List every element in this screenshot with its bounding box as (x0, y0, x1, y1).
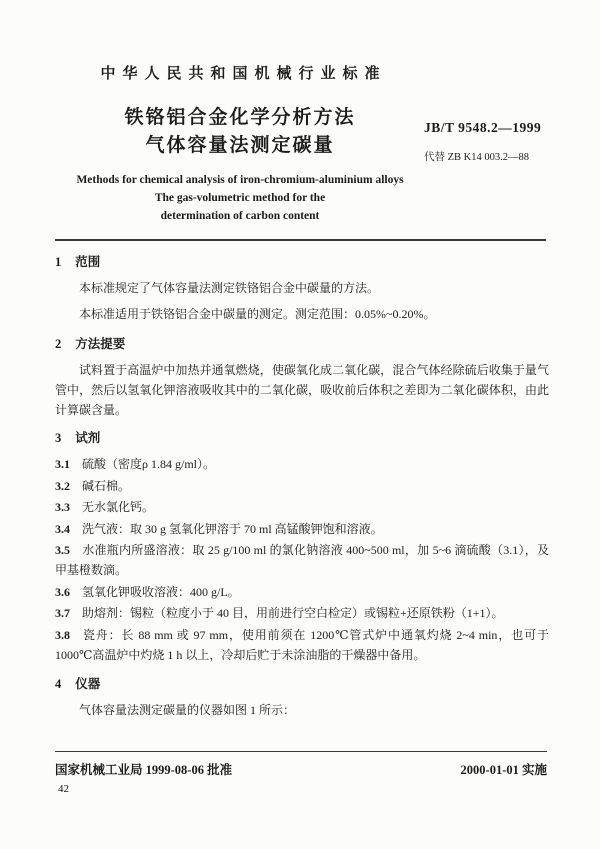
reagent-item (55, 476, 549, 496)
section-number: 1 (55, 255, 62, 269)
reagent-item (55, 625, 549, 665)
title-en-line2: The gas-volumetric method for the (154, 192, 326, 204)
title-en-line1: Methods for chemical analysis of iron-chromium-aluminium alloys (76, 174, 404, 186)
title-zh-line1: 铁铬铝合金化学分析方法 (124, 107, 356, 128)
reagent-item (55, 582, 549, 602)
item-text: 硫酸（密度ρ 1.84 g/ml）。 (82, 457, 215, 471)
reagent-item (55, 454, 549, 474)
section-number: 3 (55, 431, 62, 445)
item-number: 3.5 (55, 543, 70, 557)
section-scope-paragraphs (55, 278, 549, 324)
item-number: 3.3 (55, 500, 70, 514)
item-text: 氢氧化钾吸收溶液：400 g/L。 (82, 584, 240, 599)
item-text: 无水氯化钙。 (82, 500, 155, 514)
page-number: 42 (58, 783, 69, 795)
paragraph: 本标准适用于铁铬铝合金中碳量的测定。测定范围：0.05%~0.20%。 (79, 307, 436, 321)
section-title: 试剂 (75, 431, 101, 445)
paragraph: 气体容量法测定碳量的仪器如图 1 所示： (79, 702, 296, 717)
item-number: 3.8 (55, 627, 70, 642)
document-body (55, 252, 549, 720)
standard-number: JB/T 9548.2—1999 (424, 120, 542, 135)
approval-note: 国家机械工业局 1999-08-06 批准 (55, 763, 233, 777)
item-number: 3.1 (55, 457, 70, 471)
section-title: 方法提要 (75, 337, 126, 351)
item-number: 3.2 (55, 478, 70, 493)
header-divider (55, 239, 546, 241)
reagent-item (55, 519, 549, 539)
item-text: 助熔剂：锡粒（粒度小于 40 目，用前进行空白检定）或锡粒+还原铁粉（1+1）。 (82, 606, 504, 620)
reagent-item (55, 603, 549, 623)
item-text: 洗气液：取 30 g 氢氧化钾溶于 70 ml 高锰酸钾饱和溶液。 (82, 521, 383, 536)
section-heading-method-summary (55, 334, 549, 354)
section-apparatus-paragraphs (55, 700, 549, 720)
paragraph: 本标准规定了气体容量法测定铁铬铝合金中碳量的方法。 (79, 281, 380, 295)
item-text: 瓷舟：长 88 mm 或 97 mm，使用前须在 1200℃管式炉中通氧灼烧 2~4 min，也可于 1000℃高温炉中灼烧 1 h 以上，冷却后贮于未涂油脂的干燥器中备用。 (55, 627, 549, 662)
section-title: 范围 (75, 255, 101, 269)
item-number: 3.7 (55, 606, 70, 620)
section-title: 仪器 (75, 676, 101, 691)
title-english (0, 171, 480, 225)
title-zh-line2: 气体容量法测定碳量 (145, 135, 335, 156)
title-chinese (0, 104, 480, 160)
section-reagents-items (55, 454, 549, 665)
section-method-paragraphs (55, 360, 549, 420)
document-header (0, 0, 480, 225)
item-text: 碱石棉。 (82, 478, 131, 493)
section-heading-scope (55, 252, 549, 272)
item-number: 3.6 (55, 584, 70, 599)
paragraph: 试料置于高温炉中加热并通氧燃烧，使碳氧化成二氧化碳，混合气体经除硫后收集于量气管中，然后以氢氧化钾溶液吸收其中的二氧化碳，吸收前后体积之差即为二氧化碳体积，由此计算碳含量。 (55, 363, 549, 417)
section-heading-reagents (55, 428, 549, 448)
standard-type-heading: 中华人民共和国机械行业标准 (100, 66, 387, 82)
reagent-item (55, 497, 549, 517)
title-en-line3: determination of carbon content (160, 210, 320, 222)
section-number: 4 (55, 676, 62, 691)
implementation-note: 2000-01-01 实施 (460, 763, 547, 777)
reagent-item (55, 540, 549, 580)
section-number: 2 (55, 337, 62, 351)
footer-divider (55, 751, 547, 752)
replaces-note: 代替 ZB K14 003.2—88 (424, 152, 529, 163)
item-number: 3.4 (55, 521, 70, 536)
document-footer (55, 760, 547, 778)
item-text: 水准瓶内所盛溶液：取 25 g/100 ml 的氯化钠溶液 400~500 ml，加 5~6 滴硫酸（3.1），及甲基橙数滴。 (55, 543, 549, 577)
section-heading-apparatus (55, 674, 549, 694)
